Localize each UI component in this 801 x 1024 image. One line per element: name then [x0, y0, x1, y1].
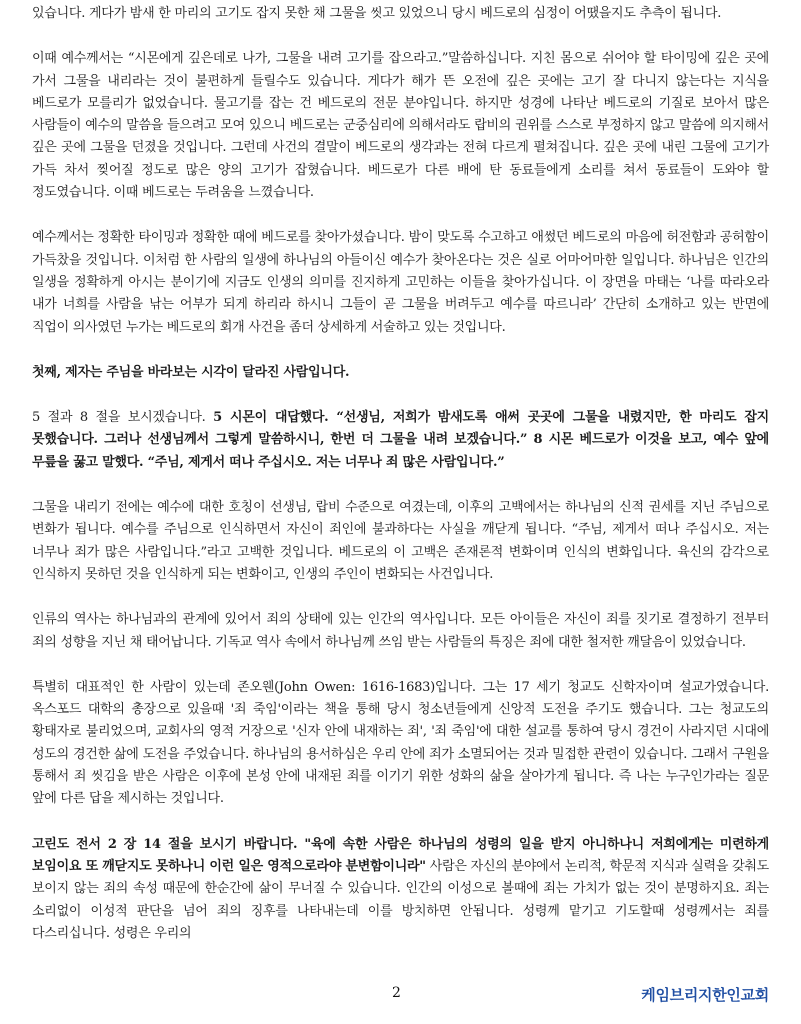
paragraph-intro-continued: 있습니다. 게다가 밤새 한 마리의 고기도 잡지 못한 채 그물을 씻고 있었으니 당시 베드로의 심정이 어땠을지도 추측이 됩니다.: [32, 6, 722, 21]
document-body: [32, 3, 769, 968]
verse-intro-text: 5 절과 8 절을 보시겠습니다.: [32, 410, 214, 426]
paragraph-corinthians: [32, 834, 769, 945]
paragraph-john-owen: 특별히 대표적인 한 사람이 있는데 존오웬(John Owen: 1616-1683)입니다. 그는 17 세기 청교도 신학자이며 설교가였습니다. 옥스포드 대학의 총장으로 있을때 '죄 죽임'이라는 책을 통해 당시 청소년들에게 신앙적 도전을 주기도 했습니다. 그는 청교도의 황태자로 불리었으며, 교회사의 영적 거장으로 '신자 안에 내재하는 죄', '죄 죽임'에 대한 설교를 통하여 당시 경건이 사라지던 시대에 성도의 경건한 삶에 도전을 주었습니다. 하나님의 용서하심은 우리 안에 죄가 소멸되어는 것과 밀접한 관련이 있습니다. 그래서 구원을 통해서 죄 씻김을 받은 사람은 이후에 본성 안에 내재된 죄를 이기기 위한 성화의 삶을 살아가게 됩니다. 즉 나는 누구인가라는 질문 앞에 다른 답을 제시하는 것입니다.: [32, 679, 769, 807]
paragraph-verse-5-8: [32, 407, 769, 474]
corinthians-commentary: 사람은 자신의 분야에서 논리적, 학문적 지식과 실력을 갖춰도 보이지 않는 죄의 속성 때문에 한순간에 삶이 무너질 수 있습니다. 인간의 이성으로 볼때에 죄는 가치가 없는 것이 분명하지요. 죄는 소리없이 이성적 판단을 넘어 죄의 징후를 나타내는데 이를 방치하면 안됩니다. 성령께 맡기고 기도할때 성령께서는 죄를 다스리십니다. 성령은 우리의: [32, 858, 769, 941]
paragraph-history-of-sin: 인류의 역사는 하나님과의 관계에 있어서 죄의 상태에 있는 인간의 역사입니다. 모든 아이들은 자신이 죄를 짓기로 결정하기 전부터 죄의 성향을 지닌 채 태어납니다. 기독교 역사 속에서 하나님께 쓰임 받는 사람들의 특징은 죄에 대한 철저한 깨달음이 있었습니다.: [32, 612, 769, 650]
paragraph-confession: 그물을 내리기 전에는 예수에 대한 호칭이 선생님, 랍비 수준으로 여겼는데, 이후의 고백에서는 하나님의 신적 권세를 지닌 주님으로 변화가 됩니다. 예수를 주님으로 인식하면서 자신이 죄인에 불과하다는 사실을 깨닫게 됩니다. “주님, 제게서 떠나 주십시오. 저는 너무나 죄가 많은 사람입니다.”라고 고백한 것입니다. 베드로의 이 고백은 존재론적 변화이며 인식의 변화입니다. 육신의 감각으로 인식하지 못하던 것을 인식하게 되는 변화이고, 인생의 주인이 변화되는 사건입니다.: [32, 500, 769, 582]
verse-quote-bold: 5 시몬이 대답했다. “선생님, 저희가 밤새도록 애써 곳곳에 그물을 내렸지만, 한 마리도 잡지 못했습니다. 그러나 선생님께서 그렇게 말씀하시니, 한번 더 그물을 내려 보겠습니다.” 8 시몬 베드로가 이것을 보고, 예수 앞에 무릎을 꿇고 말했다. “주님, 제게서 떠나 주십시오. 저는 너무나 죄 많은 사람입니다.”: [32, 410, 769, 470]
paragraph-deep-water: 이때 예수께서는 “시몬에게 깊은데로 나가, 그물을 내려 고기를 잡으라고.”말씀하십니다. 지친 몸으로 쉬어야 할 타이밍에 깊은 곳에 가서 그물을 내리라는 것이 불편하게 들릴수도 있습니다. 게다가 해가 뜬 오전에 깊은 곳에는 고기 잘 다니지 않는다는 지식을 베드로가 모를리가 없었습니다. 물고기를 잡는 건 베드로의 전문 분야입니다. 하지만 성경에 나타난 베드로의 기질로 보아서 많은 사람들이 예수의 말씀을 들으려고 모여 있으니 베드로는 군중심리에 의해서라도 랍비의 권위를 스스로 부정하지 않고 말씀에 의지해서 깊은 곳에 그물을 던졌을 것입니다. 그런데 사건의 결말이 베드로의 생각과는 전혀 다르게 펼쳐집니다. 깊은 곳에 내린 그물에 고기가 가득 차서 찢어질 정도로 많은 양의 고기가 잡혔습니다. 베드로가 다른 배에 탄 동료들에게 소리를 쳐서 동료들이 도와야 할 정도였습니다. 이때 베드로는 두려움을 느꼈습니다.: [32, 51, 769, 201]
section-heading-first: 첫째, 제자는 주님을 바라보는 시각이 달라진 사람입니다.: [32, 364, 350, 380]
corinthians-quote-bold: 고린도 전서 2 장 14 절을 보시기 바랍니다. "육에 속한 사람은 하나님의 성령의 일을 받지 아니하나니 저희에게는 미련하게 보임이요 또 깨닫지도 못하나니 이런 일은 영적으로라야 분변함이니라": [32, 836, 769, 874]
paragraph-timing: 예수께서는 정확한 타이밍과 정확한 때에 베드로를 찾아가셨습니다. 밤이 맞도록 수고하고 애썼던 베드로의 마음에 허전함과 공허함이 가득찼을 것입니다. 이처럼 한 사람의 일생에 하나님의 아들이신 예수가 찾아온다는 것은 실로 어마어마한 일입니다. 하나님은 인간의 일생을 정확하게 아시는 분이기에 지금도 인생의 의미를 진지하게 고민하는 이들을 찾아가십니다. 이 장면을 마태는 ‘나를 따라오라 내가 너희를 사람을 낚는 어부가 되게 하리라 하시니 그들이 곧 그물을 버려두고 예수를 따르니라’ 간단히 소개하고 있는 반면에 직업이 의사였던 누가는 베드로의 회개 사건을 좀더 상세하게 서술하고 있는 것입니다.: [32, 230, 769, 335]
church-name: 케임브리지한인교회: [641, 986, 769, 1004]
page-number: 2: [392, 985, 401, 1001]
